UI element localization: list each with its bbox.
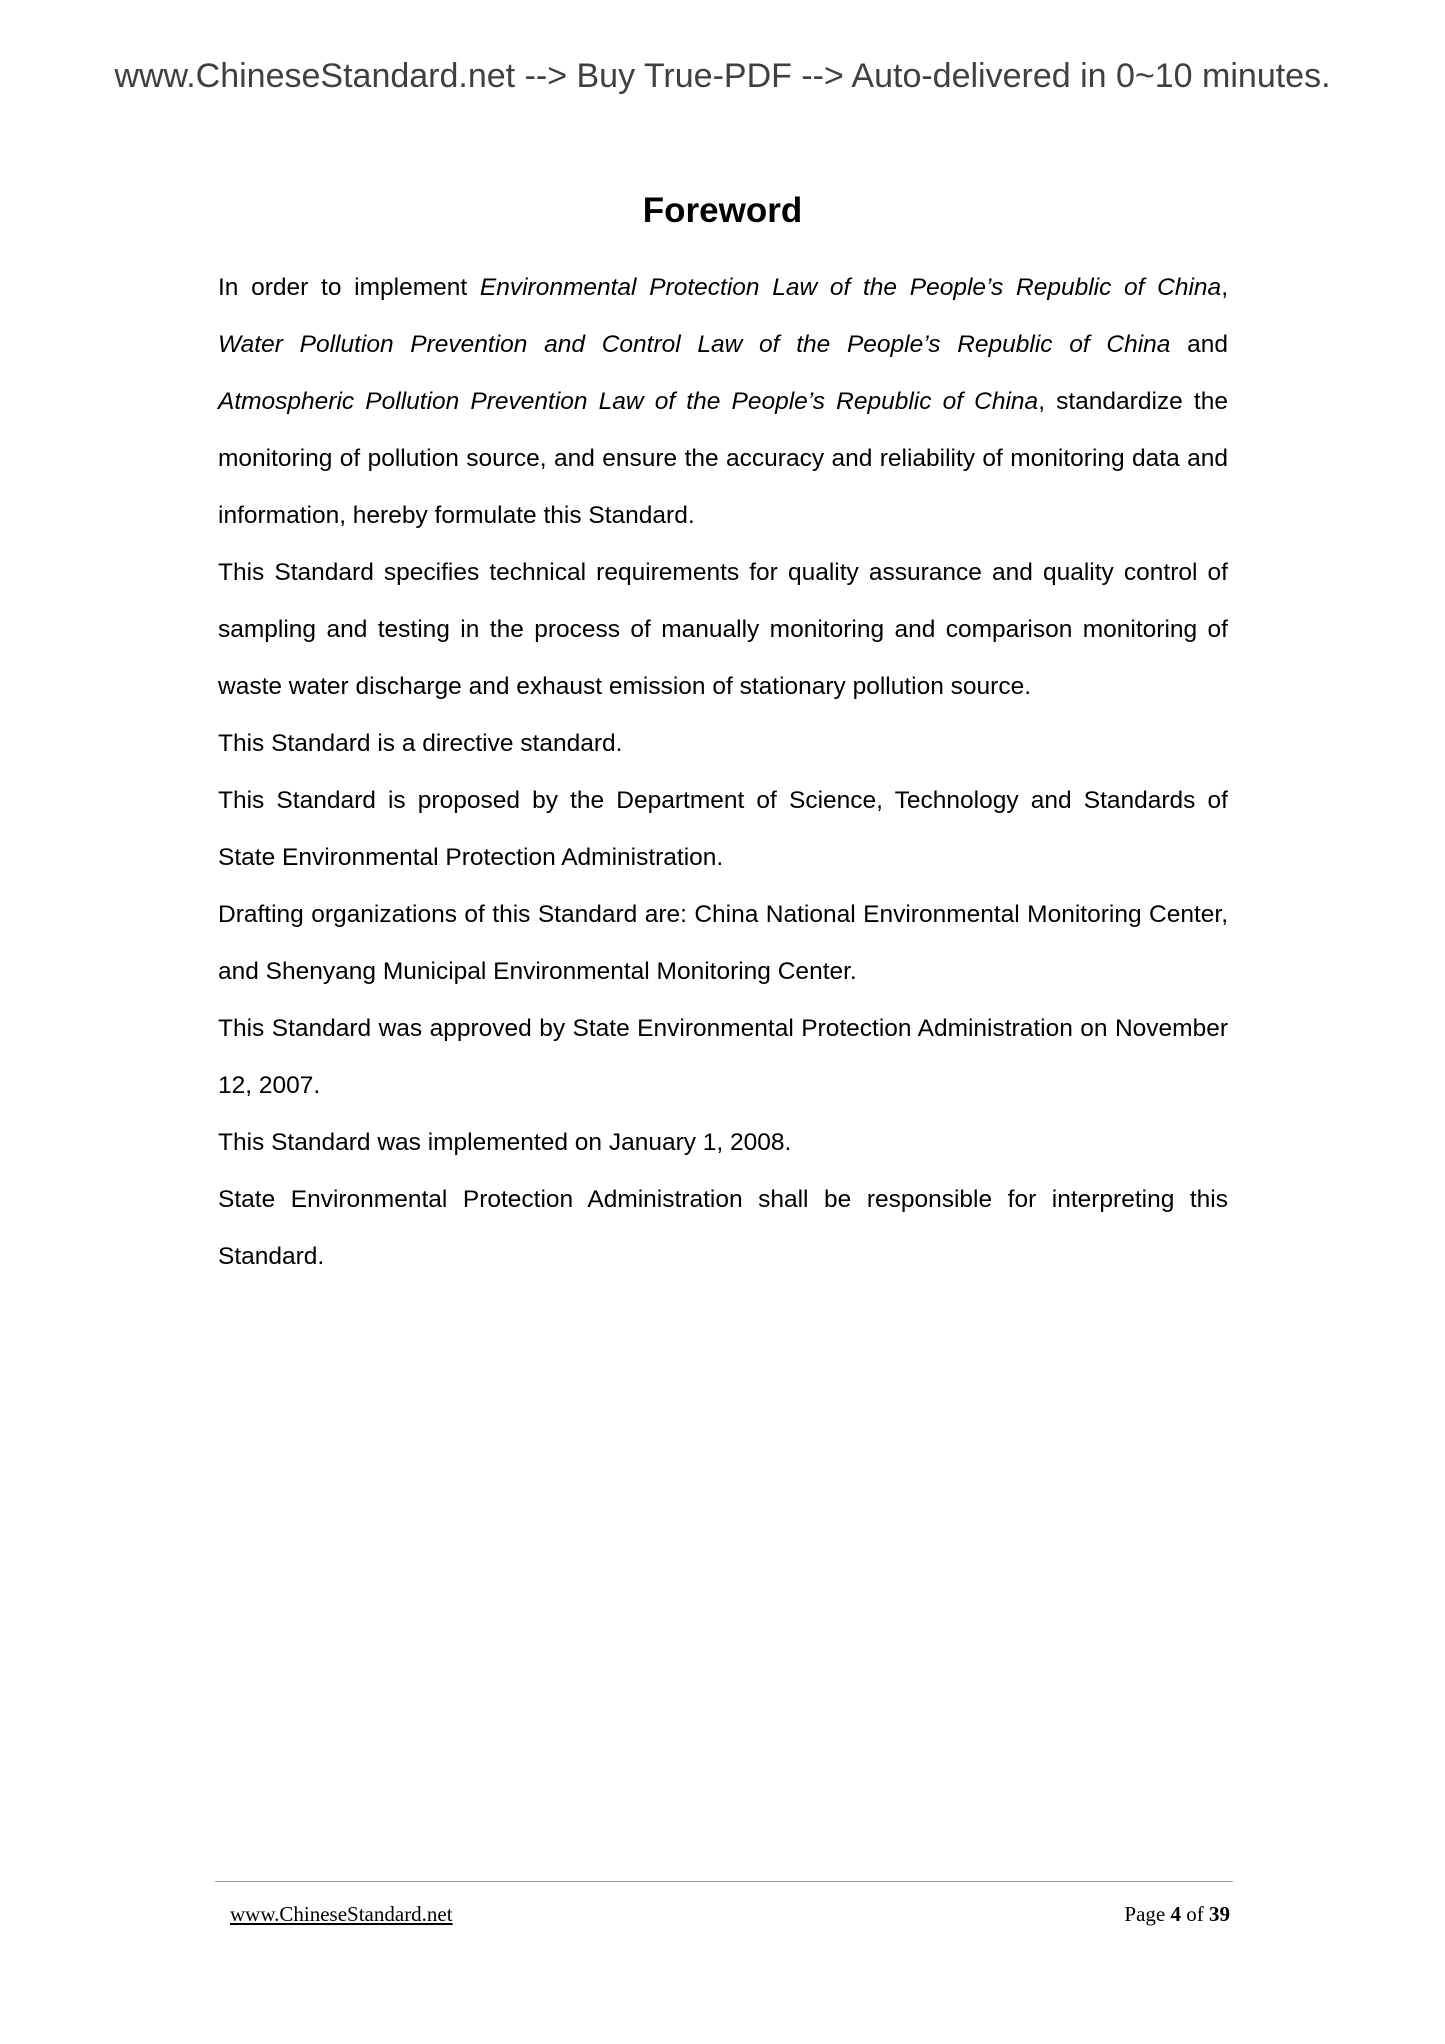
paragraph-directive: This Standard is a directive standard. (218, 730, 623, 757)
foreword-body (218, 259, 1228, 1285)
paragraph-interpretation: State Environmental Protection Administration shall be responsible for interpreting this Standard. (218, 1186, 1228, 1270)
page-current: 4 (1170, 1902, 1181, 1926)
paragraph-intro (218, 259, 1228, 544)
page-prefix: Page (1124, 1902, 1171, 1926)
page-footer (230, 1902, 1230, 1927)
intro-text-2: , (1221, 274, 1228, 301)
law-title-environmental-protection: Environmental Protection Law of the People’s Republic of China (479, 274, 1222, 301)
paragraph-implementation-date: This Standard was implemented on January 1, 2008. (218, 1129, 792, 1156)
paragraph-approval-date: This Standard was approved by State Environmental Protection Administration on November 12, 2007. (218, 1015, 1228, 1099)
intro-text-3: and (1170, 331, 1228, 358)
paragraph-scope: This Standard specifies technical requirements for quality assurance and quality control of sampling and testing in the process of manually monitoring and comparison monitoring of waste water discharge and exhaust emission of stationary pollution source. (218, 559, 1228, 700)
page-of: of (1181, 1902, 1209, 1926)
page-title: Foreword (642, 191, 803, 230)
intro-text-1: In order to implement (218, 274, 480, 301)
footer-divider (215, 1881, 1233, 1882)
page-number (1124, 1902, 1230, 1927)
page-total: 39 (1209, 1902, 1230, 1926)
paragraph-drafting-organizations: Drafting organizations of this Standard are: China National Environmental Monitoring Center, and Shenyang Municipal Environmental Monitoring Center. (218, 901, 1228, 985)
law-title-water-pollution: Water Pollution Prevention and Control Law of the People’s Republic of China (218, 331, 1171, 358)
law-title-atmospheric-pollution: Atmospheric Pollution Prevention Law of the People’s Republic of China (218, 388, 1039, 415)
paragraph-proposed-by: This Standard is proposed by the Department of Science, Technology and Standards of State Environmental Protection Administration. (218, 787, 1228, 871)
intro-text-4: , standardize the monitoring of pollution source, and ensure the accuracy and reliability of monitoring data and information, hereby formulate this Standard. (218, 388, 1228, 529)
header-banner: www.ChineseStandard.net --> Buy True-PDF --> Auto-delivered in 0~10 minutes. (114, 57, 1331, 95)
footer-site-link[interactable]: www.ChineseStandard.net (230, 1902, 453, 1926)
